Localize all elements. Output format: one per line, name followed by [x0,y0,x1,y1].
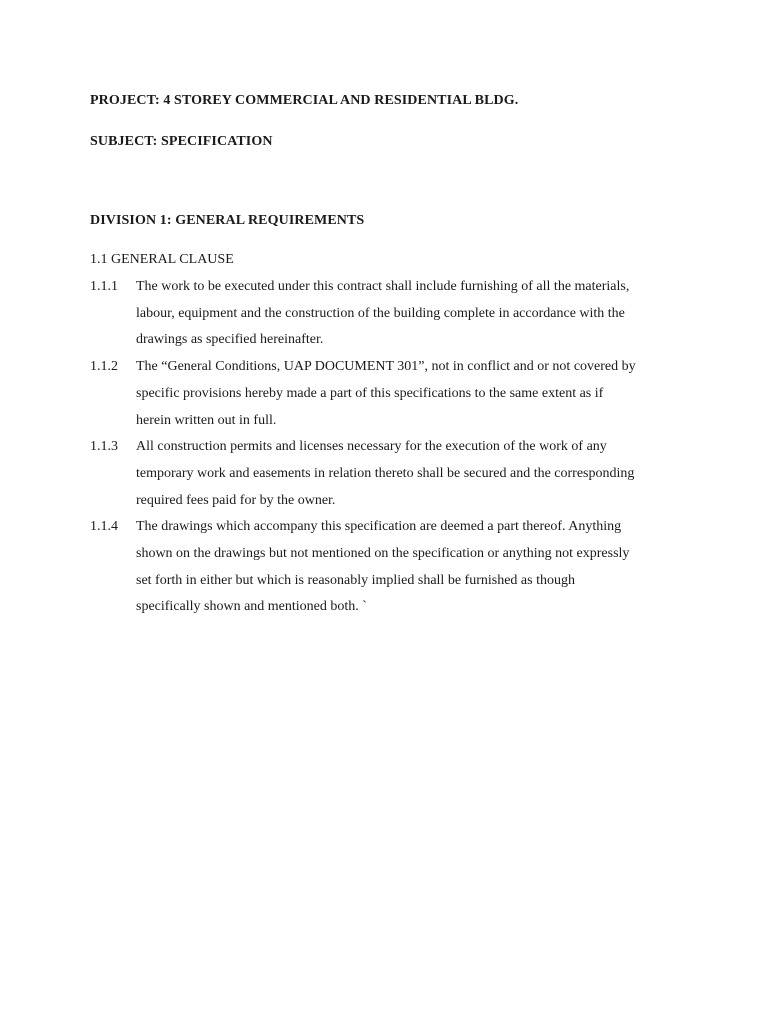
clause-item [90,434,690,514]
clause-line: The drawings which accompany this specification are deemed a part thereof. Anything [136,519,622,535]
clause-text [136,354,690,434]
clause-line: All construction permits and licenses necessary for the execution of the work of any [136,439,607,455]
clause-text [136,274,690,354]
clause-line: labour, equipment and the construction of the building complete in accordance with the [136,305,625,321]
division-heading: DIVISION 1: GENERAL REQUIREMENTS [90,213,365,228]
clause-text [136,514,690,621]
clause-list [90,274,690,621]
clause-number: 1.1.4 [90,519,118,535]
clause-line: set forth in either but which is reasonably implied shall be furnished as though [136,572,575,588]
clause-line: specific provisions hereby made a part of this specifications to the same extent as if [136,385,604,401]
clause-line: temporary work and easements in relation thereto shall be secured and the corresponding [136,465,635,481]
clause-line: specifically shown and mentioned both. ` [136,599,367,615]
project-heading: PROJECT: 4 STOREY COMMERCIAL AND RESIDENTIAL BLDG. [90,93,519,108]
subject-heading: SUBJECT: SPECIFICATION [90,134,273,149]
clause-line: herein written out in full. [136,412,277,428]
clause-line: The “General Conditions, UAP DOCUMENT 301”, not in conflict and or not covered by [136,359,636,375]
clause-number: 1.1.1 [90,279,118,294]
clause-line: shown on the drawings but not mentioned on the specification or anything not expressly [136,546,630,562]
clause-line: The work to be executed under this contract shall include furnishing of all the materials, [136,279,630,294]
section-title: 1.1 GENERAL CLAUSE [90,252,234,267]
clause-text [136,434,690,514]
clause-item [90,354,690,434]
clause-number: 1.1.2 [90,359,118,375]
clause-number: 1.1.3 [90,439,118,455]
clause-item [90,274,690,354]
clause-line: required fees paid for by the owner. [136,492,336,508]
clause-line: drawings as specified hereinafter. [136,332,324,348]
clause-item [90,514,690,621]
